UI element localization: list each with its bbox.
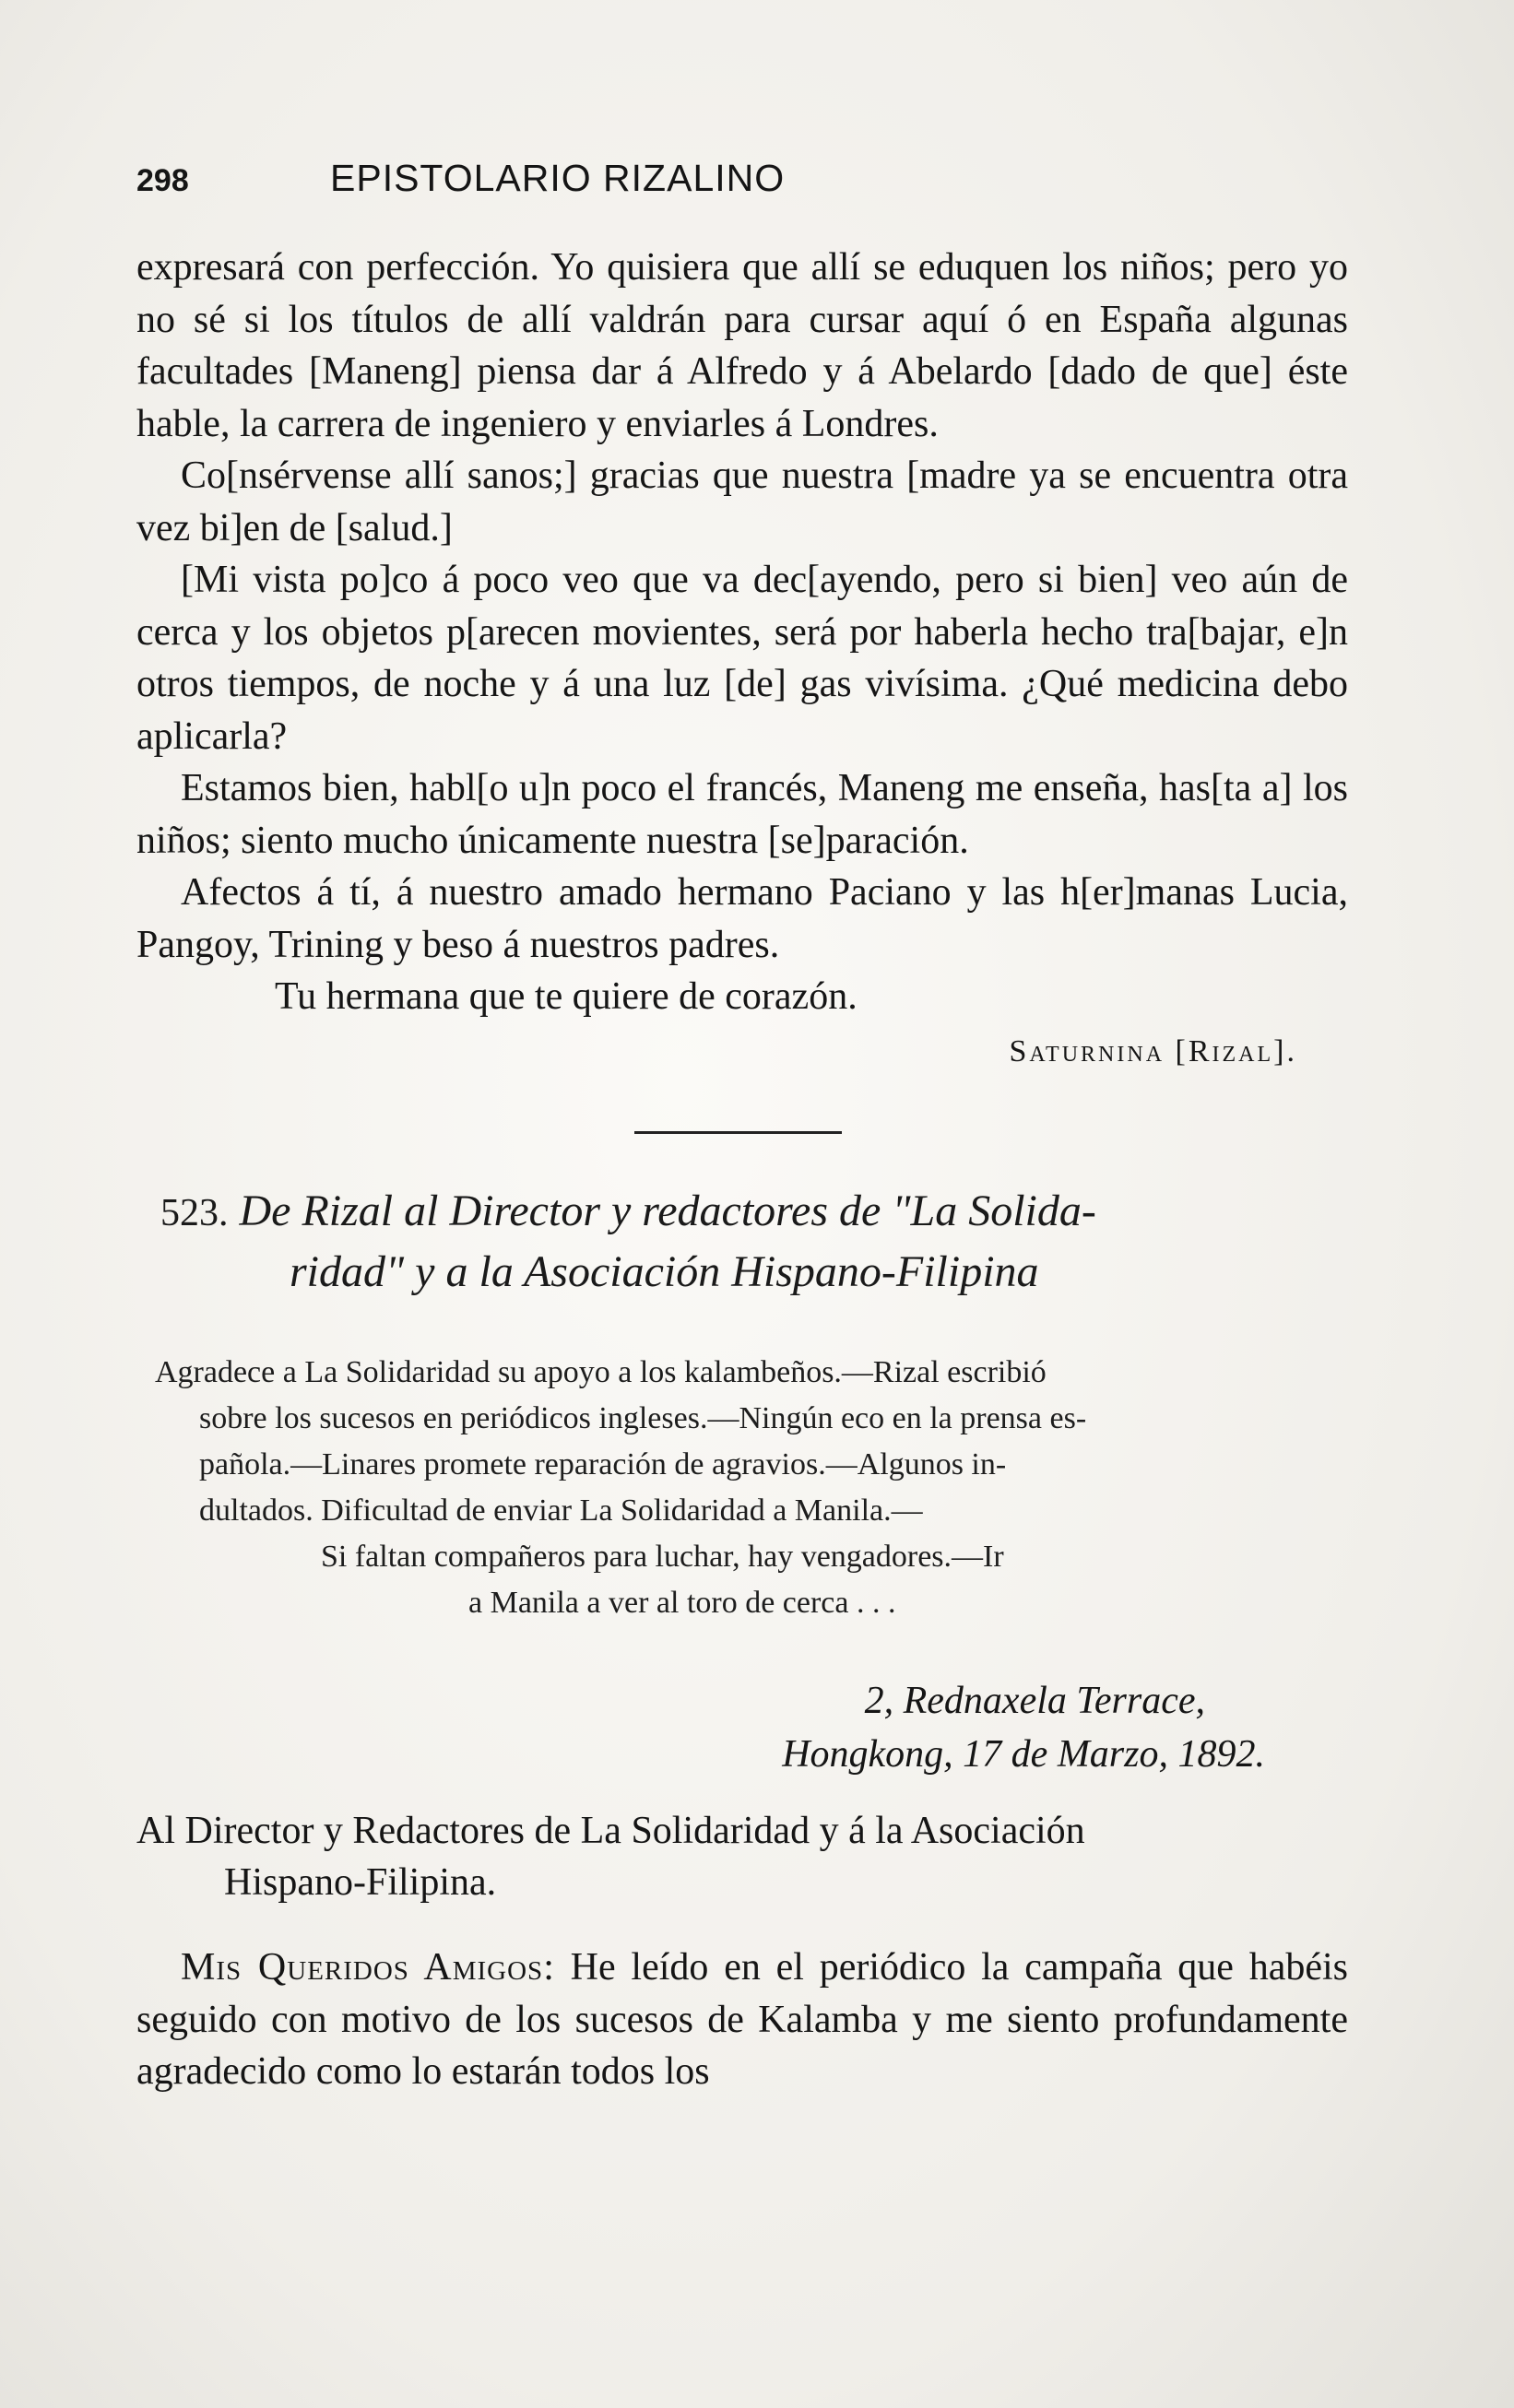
heading-line-2: ridad" y a la Asociación Hispano-Filipina — [290, 1247, 1039, 1296]
closing-line: Tu hermana que te quiere de corazón. — [275, 975, 858, 1018]
letter-summary — [136, 1350, 1348, 1626]
recipient-block — [136, 1805, 1348, 1908]
letter-body-text: He leído en el periódico la campaña que habéis seguido con motivo de los sucesos de Kalamba y me siento profundamente agradecido como lo estarán todos los — [136, 1946, 1348, 2093]
address-line: 2, Rednaxela Terrace, — [864, 1680, 1205, 1722]
letter-heading — [136, 1182, 1348, 1302]
sender-address — [136, 1674, 1348, 1781]
recipient-line: Al Director y Redactores de La Solidaridad y á la Asociación — [136, 1810, 1085, 1852]
paragraph: Afectos á tí, á nuestro amado hermano Paciano y las h[er]manas Lucia, Pangoy, Trining y beso á nuestros padres. — [136, 871, 1348, 966]
signature: Saturnina [Rizal]. — [1009, 1034, 1297, 1068]
heading-line-1: De Rizal al Director y redactores de "La Solida- — [239, 1186, 1096, 1235]
paragraph: Estamos bien, habl[o u]n poco el francés, Maneng me enseña, has[ta a] los niños; siento mucho únicamente nuestra [se]paración. — [136, 767, 1348, 862]
running-title: EPISTOLARIO RIZALINO — [330, 157, 786, 199]
paragraph: [Mi vista po]co á poco veo que va dec[ayendo, pero si bien] veo aún de cerca y los objetos p[arecen movientes, será por haberla hecho tra[bajar, e]n otros tiempos, de noche y á una luz [de] gas vivísima. ¿Qué medicina debo aplicarla? — [136, 559, 1348, 758]
salutation: Mis Queridos Amigos: — [181, 1946, 555, 1989]
letter-from-saturnina — [136, 242, 1348, 1078]
running-head — [136, 157, 1348, 221]
paragraph: expresará con perfección. Yo quisiera que allí se eduquen los niños; pero yo no sé si los títulos de allí valdrán para cursar aquí ó en España algunas facultades [Maneng] piensa dar á Alfredo y á Abelardo [dado de que] éste hable, la carrera de ingeniero y enviarles á Londres. — [136, 246, 1348, 445]
page-number: 298 — [136, 163, 189, 198]
summary-line: Agradece a La Solidaridad su apoyo a los kalambeños.—Rizal escribió — [155, 1355, 1047, 1389]
summary-line: pañola.—Linares promete reparación de agravios.—Algunos in- — [199, 1447, 1007, 1481]
summary-line: sobre los sucesos en periódicos ingleses.—Ningún eco en la prensa es- — [199, 1401, 1087, 1435]
recipient-line: Hispano-Filipina. — [224, 1861, 497, 1904]
summary-line: dultados. Dificultad de enviar La Solidaridad a Manila.— — [199, 1493, 923, 1528]
summary-line: a Manila a ver al toro de cerca . . . — [468, 1586, 896, 1620]
letter-number: 523. — [160, 1192, 229, 1234]
section-divider — [634, 1131, 842, 1134]
paragraph: Co[nsérvense allí sanos;] gracias que nuestra [madre ya se encuentra otra vez bi]en de [salud.] — [136, 454, 1348, 549]
letter-body — [136, 1942, 1348, 2098]
summary-line: Si faltan compañeros para luchar, hay vengadores.—Ir — [321, 1540, 1004, 1574]
address-date-line: Hongkong, 17 de Marzo, 1892. — [782, 1733, 1265, 1776]
